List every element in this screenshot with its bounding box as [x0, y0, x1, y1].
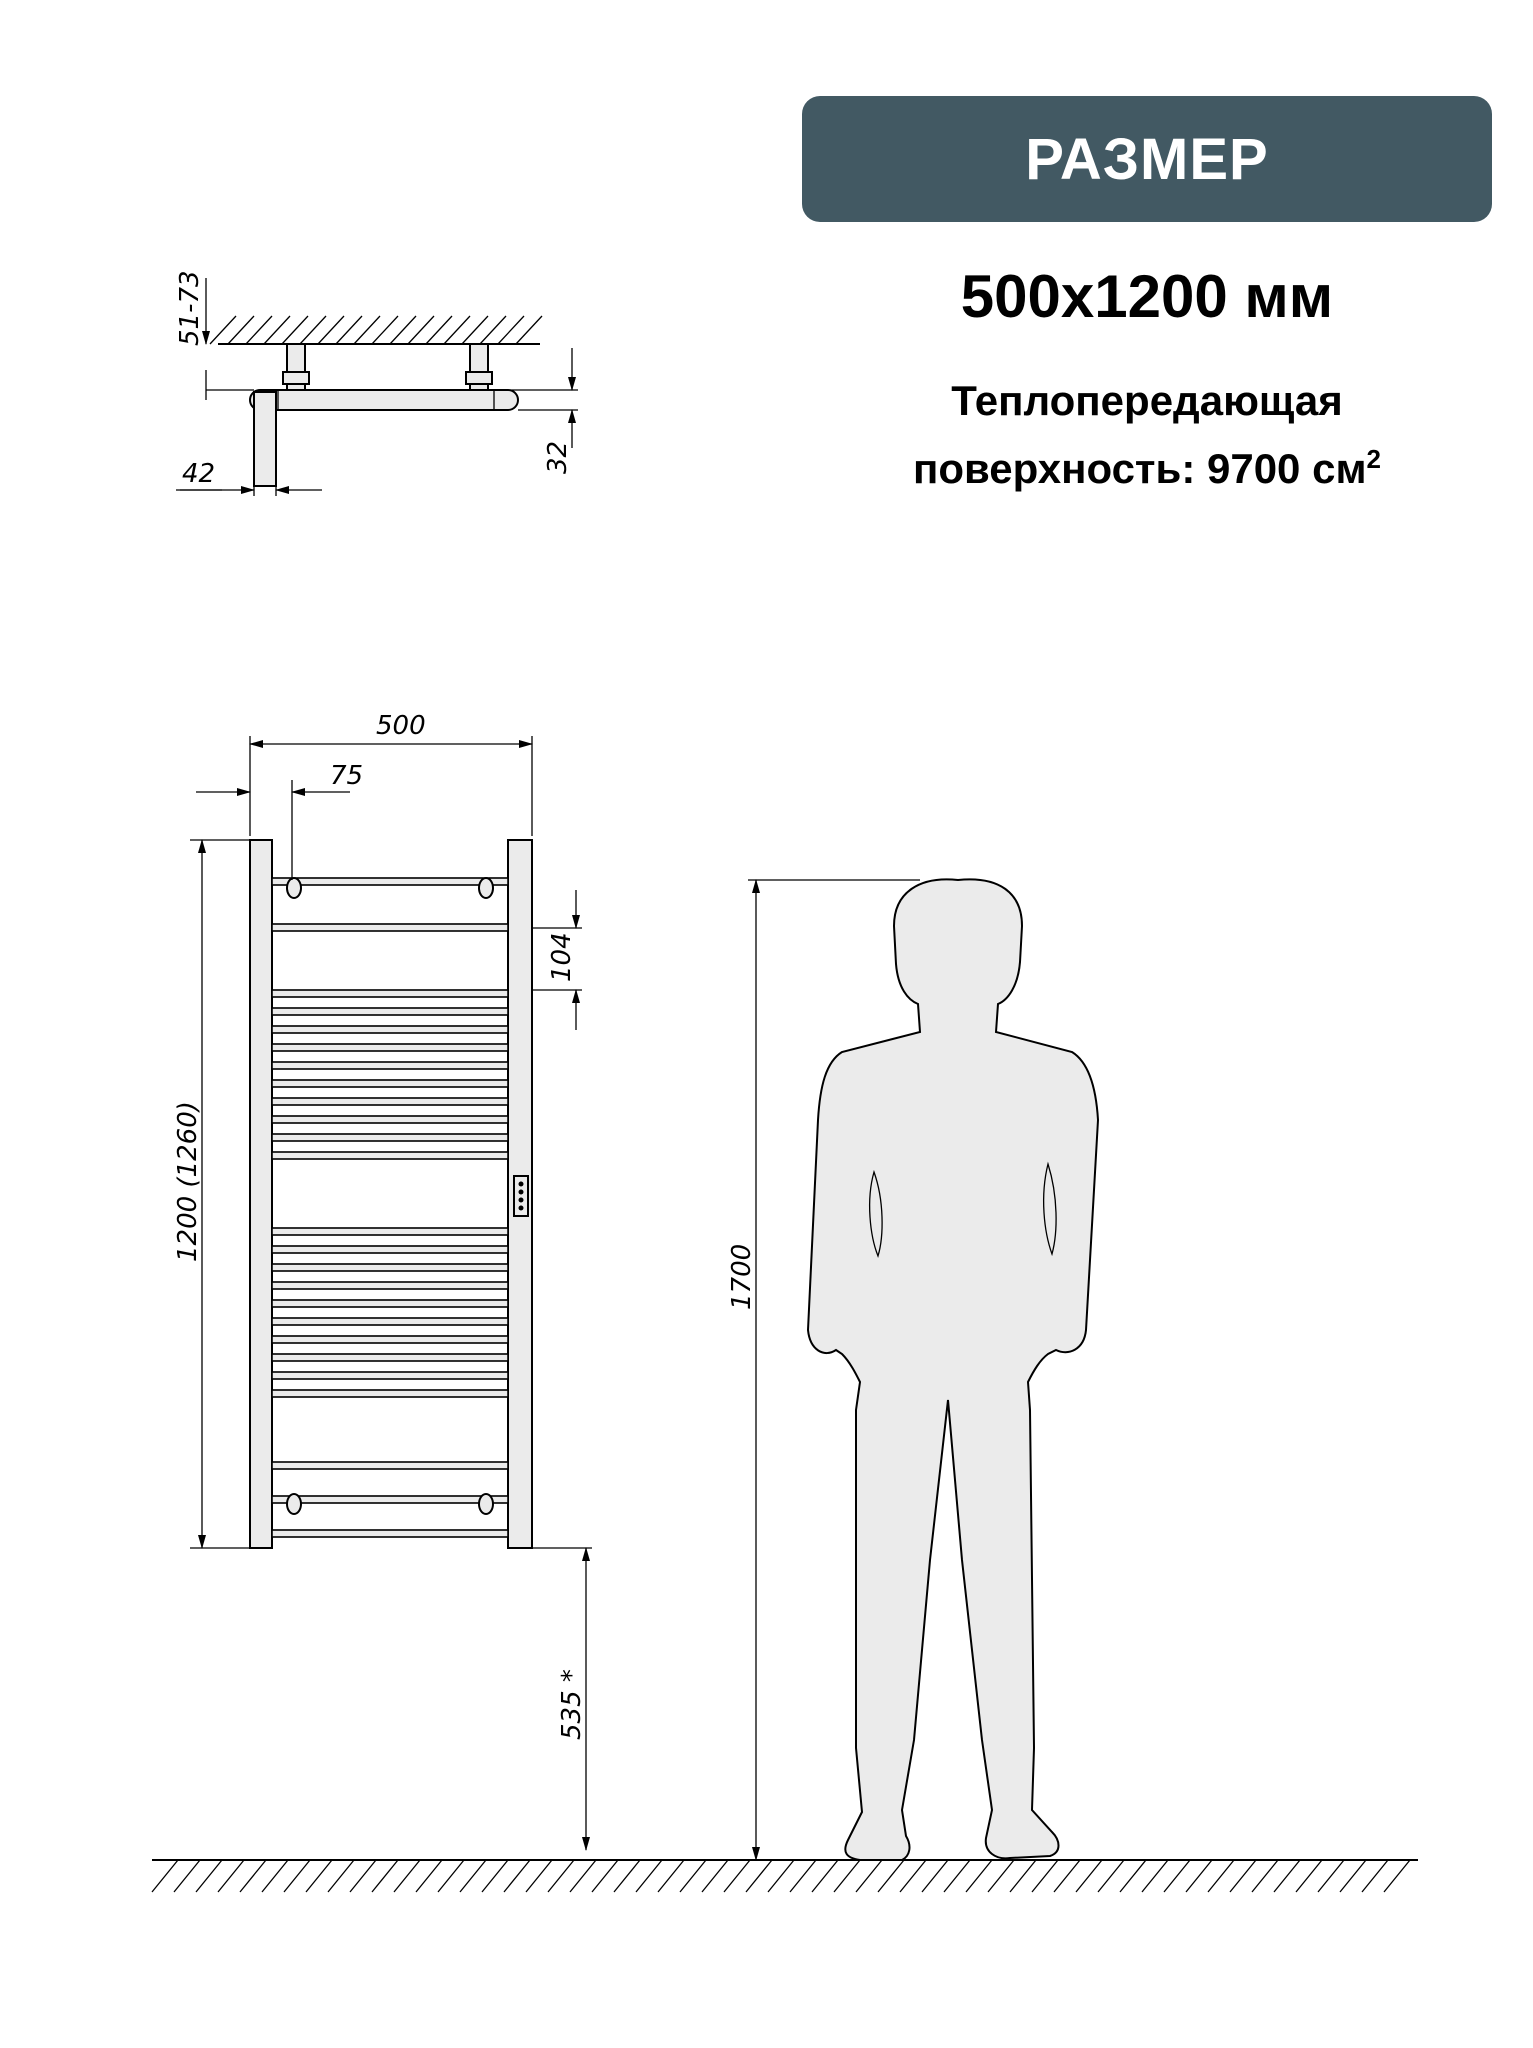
rung [272, 1282, 508, 1289]
rung [272, 1300, 508, 1307]
dim-depth: 32 [543, 440, 573, 474]
person-silhouette [727, 879, 1098, 1860]
rung [272, 1318, 508, 1325]
bracket-nut-left [283, 372, 309, 384]
floor-hatch [152, 1860, 1410, 1892]
dim-inlet-offset: 75 [330, 761, 364, 791]
rung [272, 1264, 508, 1271]
rung [272, 1246, 508, 1253]
rung [272, 1336, 508, 1343]
rung [272, 990, 508, 997]
rung [272, 1062, 508, 1069]
rung [272, 1008, 508, 1015]
inlet-top-right [479, 878, 493, 898]
rung [272, 1228, 508, 1235]
inlet-bottom-left [287, 1494, 301, 1514]
title-text: РАЗМЕР [1025, 126, 1269, 192]
rungs [272, 878, 508, 1537]
rung [272, 1496, 508, 1503]
rung [272, 1462, 508, 1469]
rung [272, 1530, 508, 1537]
surface-line-1: Теплопередающая [951, 377, 1343, 424]
inlet-bottom-right [479, 1494, 493, 1514]
dim-height: 1200 (1260) [173, 1101, 203, 1262]
dim-width: 500 [376, 711, 426, 741]
rung [272, 1026, 508, 1033]
rung [272, 924, 508, 931]
dim-wall-gap: 51-73 [175, 270, 205, 346]
inlet-top-left [287, 878, 301, 898]
connection-pipe [254, 392, 276, 486]
rung [272, 1152, 508, 1159]
dim-person-height: 1700 [727, 1243, 757, 1310]
dim-floor-gap: 535 * [557, 1669, 587, 1740]
size-text: 500х1200 мм [960, 263, 1334, 330]
wall-hatch [210, 316, 542, 344]
dim-rail-spacing: 104 [547, 932, 577, 982]
rung [272, 1372, 508, 1379]
surface-line-2-text: поверхность: 9700 см [913, 445, 1367, 492]
rung [272, 1080, 508, 1087]
rail-side-view [250, 390, 518, 410]
floor [152, 1860, 1418, 1892]
rung [272, 1116, 508, 1123]
bracket-nut-right [466, 372, 492, 384]
front-view [173, 711, 592, 1850]
rung [272, 1354, 508, 1361]
rung [272, 1098, 508, 1105]
rung [272, 1044, 508, 1051]
dim-pipe-offset: 42 [182, 459, 216, 489]
rung [272, 878, 508, 885]
top-view [175, 270, 578, 496]
left-post [250, 840, 272, 1548]
rung [272, 1134, 508, 1141]
rung [272, 1390, 508, 1397]
surface-unit-sup: 2 [1366, 444, 1381, 474]
